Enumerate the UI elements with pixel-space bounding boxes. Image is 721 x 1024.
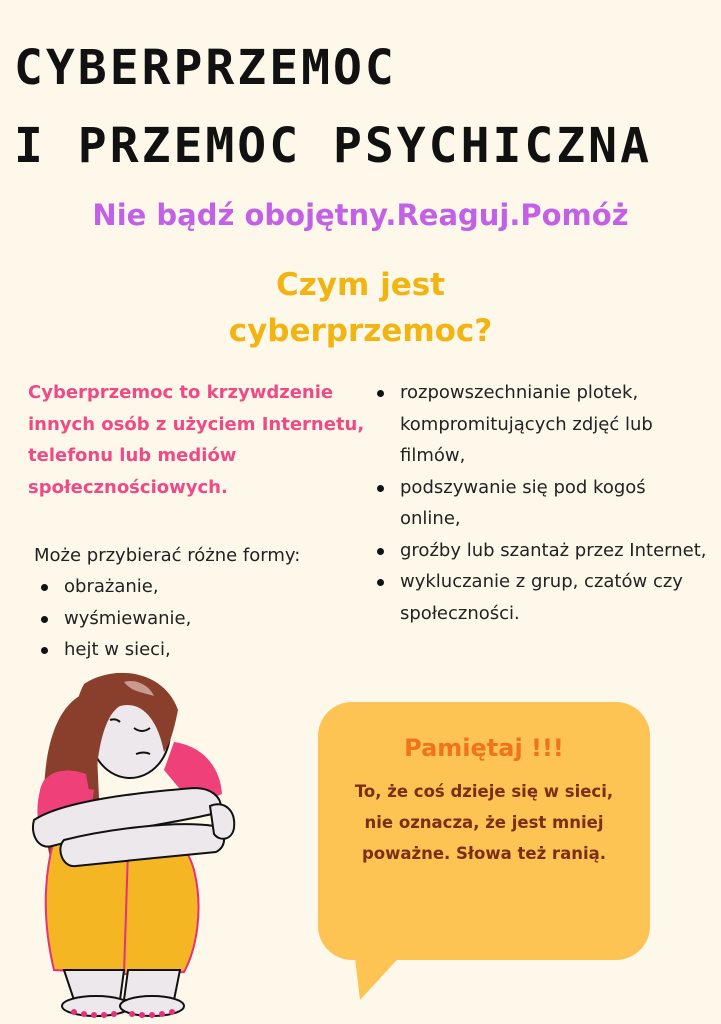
reminder-bubble <box>318 702 650 960</box>
list-item: podszywanie się pod kogoś online, <box>374 472 712 535</box>
section-heading <box>0 262 721 354</box>
subtitle: Nie bądź obojętny.Reaguj.Pomóż <box>92 198 629 232</box>
title-line-2: I PRZEMOC PSYCHICZNA <box>14 118 652 174</box>
sad-girl-illustration <box>24 670 254 1024</box>
title-line-1: CYBERPRZEMOC <box>14 40 397 96</box>
list-item: obrażanie, <box>38 571 358 603</box>
definition-text: Cyberprzemoc to krzywdzenie innych osób z użyciem Internetu, telefonu lub mediów społecznościowych. <box>28 382 365 498</box>
list-item: groźby lub szantaż przez Internet, <box>374 535 712 567</box>
reminder-heading: Pamiętaj !!! <box>404 734 564 762</box>
list-item: hejt w sieci, <box>38 634 358 666</box>
reminder-text: To, że coś dzieje się w sieci, nie oznacza, że jest mniej poważne. Słowa też ranią. <box>354 782 614 863</box>
list-item: wykluczanie z grup, czatów czy społeczności. <box>374 566 712 629</box>
section-heading-line-1: Czym jest <box>275 267 446 303</box>
speech-bubble-tail <box>350 950 410 1004</box>
forms-list-right <box>374 377 712 629</box>
forms-list-left <box>38 571 358 666</box>
list-item: wyśmiewanie, <box>38 603 358 635</box>
list-item: rozpowszechnianie plotek, kompromitujących zdjęć lub filmów, <box>374 377 712 472</box>
forms-label: Może przybierać różne formy: <box>34 545 301 566</box>
section-heading-line-2: cyberprzemoc? <box>228 313 493 349</box>
